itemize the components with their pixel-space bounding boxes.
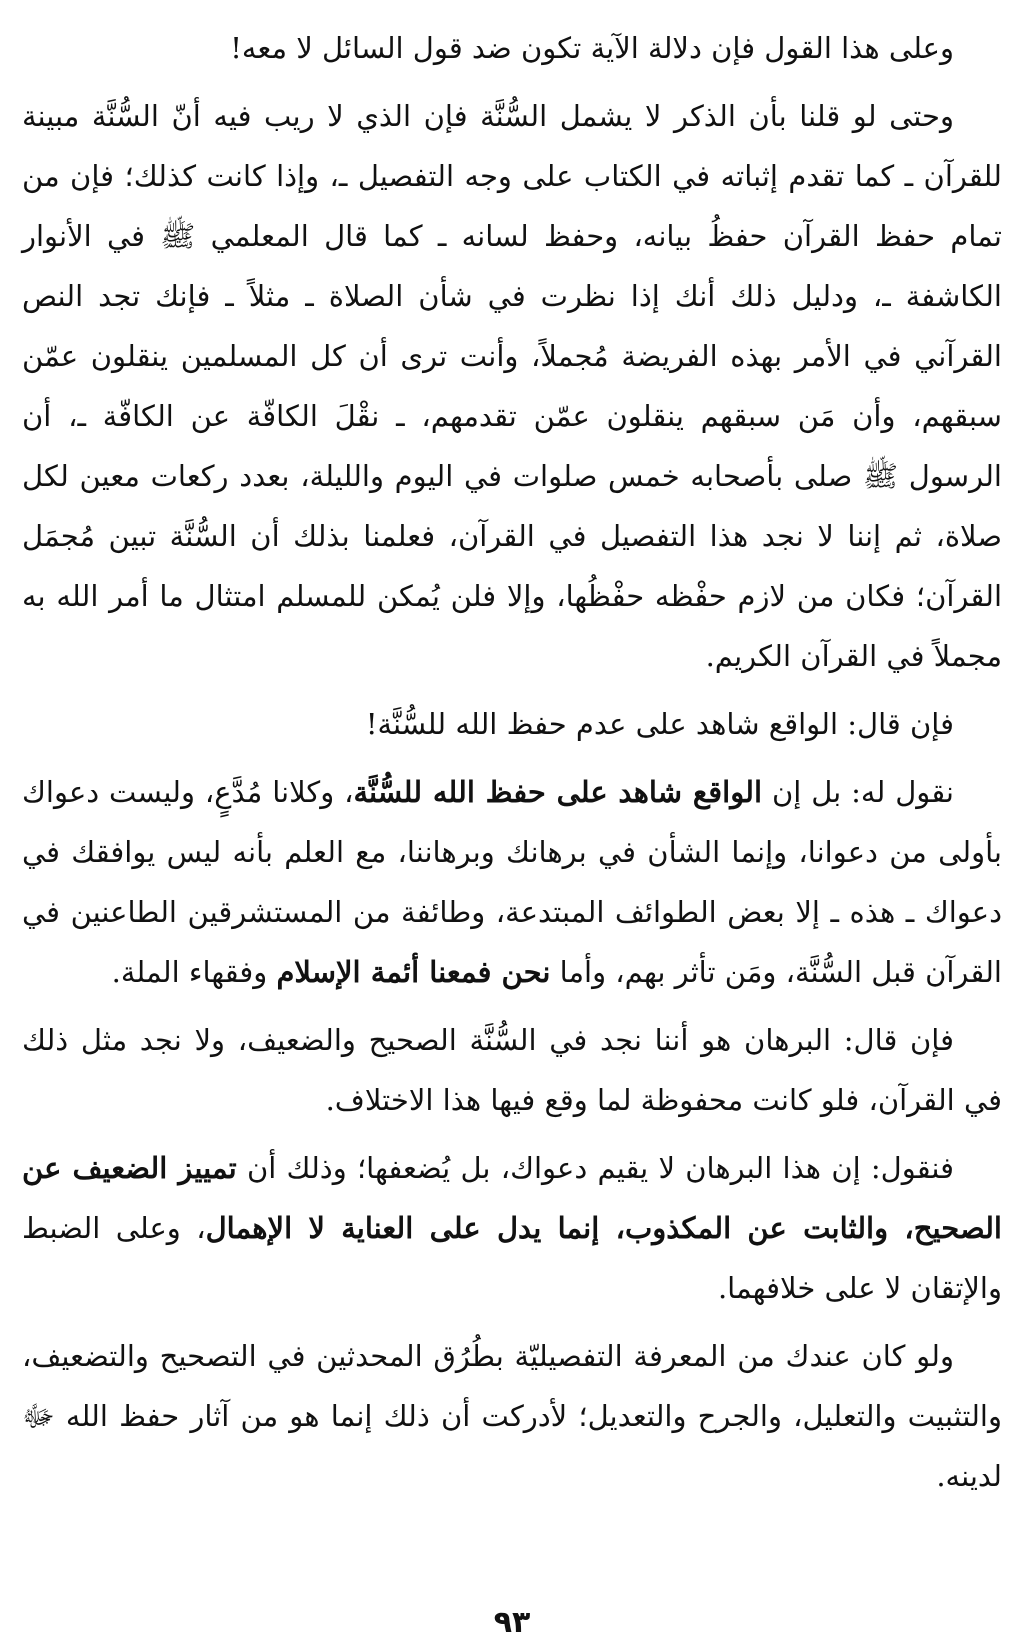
paragraph-5 (22, 1010, 1002, 1130)
paragraph-text: فإن قال: البرهان هو أننا نجد في السُّنَّة الصحيح والضعيف، ولا نجد مثل ذلك في القرآن، فلو كانت محفوظة لما وقع فيها هذا الاختلاف. (22, 1023, 1002, 1117)
paragraph-text: فإن قال: الواقع شاهد على عدم حفظ الله للسُّنَّة! (365, 707, 954, 741)
page-number: ٩٣ (493, 1605, 531, 1640)
paragraph-text: نقول له: بل إن (762, 775, 954, 809)
paragraph-7 (22, 1326, 1002, 1506)
paragraph-text: ولو كان عندك من المعرفة التفصيليّة بطُرُق المحدثين في التصحيح والتضعيف، والتثبيت والتعليل، والجرح والتعديل؛ لأدركت أن ذلك إنما هو من آثار حفظ الله ﷻ لدينه. (22, 1339, 1002, 1493)
paragraph-3 (22, 694, 1002, 754)
paragraph-2 (22, 86, 1002, 686)
paragraph-text: ، وعلى الضبط والإتقان لا على خلافهما. (22, 1211, 1002, 1305)
body-text (22, 18, 1002, 1506)
paragraph-text: وعلى هذا القول فإن دلالة الآية تكون ضد قول السائل لا معه! (230, 31, 954, 65)
paragraph-4 (22, 762, 1002, 1002)
paragraph-1 (22, 18, 1002, 78)
bold-phrase: الواقع شاهد على حفظ الله للسُّنَّة (353, 775, 763, 809)
paragraph-text: ، وكلانا مُدَّعٍ، وليست دعواك بأولى من دعوانا، وإنما الشأن في برهانك وبرهاننا، مع العلم بأنه ليس يوافقك في دعواك ـ هذه ـ إلا بعض الطوائف المبتدعة، وطائفة من المستشرقين الطاعنين في القرآن قبل السُّنَّة، ومَن تأثر بهم، وأما (22, 775, 1002, 989)
bold-phrase: تمييز الضعيف عن الصحيح، والثابت عن المكذوب، إنما يدل على العناية لا الإهمال (22, 1151, 1002, 1245)
paragraph-6 (22, 1138, 1002, 1318)
paragraph-text: وحتى لو قلنا بأن الذكر لا يشمل السُّنَّة فإن الذي لا ريب فيه أنّ السُّنَّة مبينة للقرآن ـ كما تقدم إثباته في الكتاب على وجه التفصيل ـ، وإذا كانت كذلك؛ فإن من تمام حفظ القرآن حفظُ بيانه، وحفظ لسانه ـ كما قال المعلمي ﷺ في الأنوار الكاشفة ـ، ودليل ذلك أنك إذا نظرت في شأن الصلاة ـ مثلاً ـ فإنك تجد النص القرآني في الأمر بهذه الفريضة مُجملاً، وأنت ترى أن كل المسلمين ينقلون عمّن سبقهم، وأن مَن سبقهم ينقلون عمّن تقدمهم، ـ نقْلَ الكافّة عن الكافّة ـ، أن الرسول ﷺ صلى بأصحابه خمس صلوات في اليوم والليلة، بعدد ركعات معين لكل صلاة، ثم إننا لا نجد هذا التفصيل في القرآن، فعلمنا بذلك أن السُّنَّة تبين مُجمَل القرآن؛ فكان من لازم حفْظه حفْظُها، وإلا فلن يُمكن للمسلم امتثال ما أمر الله به مجملاً في القرآن الكريم. (22, 99, 1002, 673)
paragraph-text: فنقول: إن هذا البرهان لا يقيم دعواك، بل يُضعفها؛ وذلك أن (236, 1151, 954, 1185)
bold-phrase: نحن فمعنا أئمة الإسلام (276, 955, 551, 989)
paragraph-text: وفقهاء الملة. (111, 955, 277, 989)
